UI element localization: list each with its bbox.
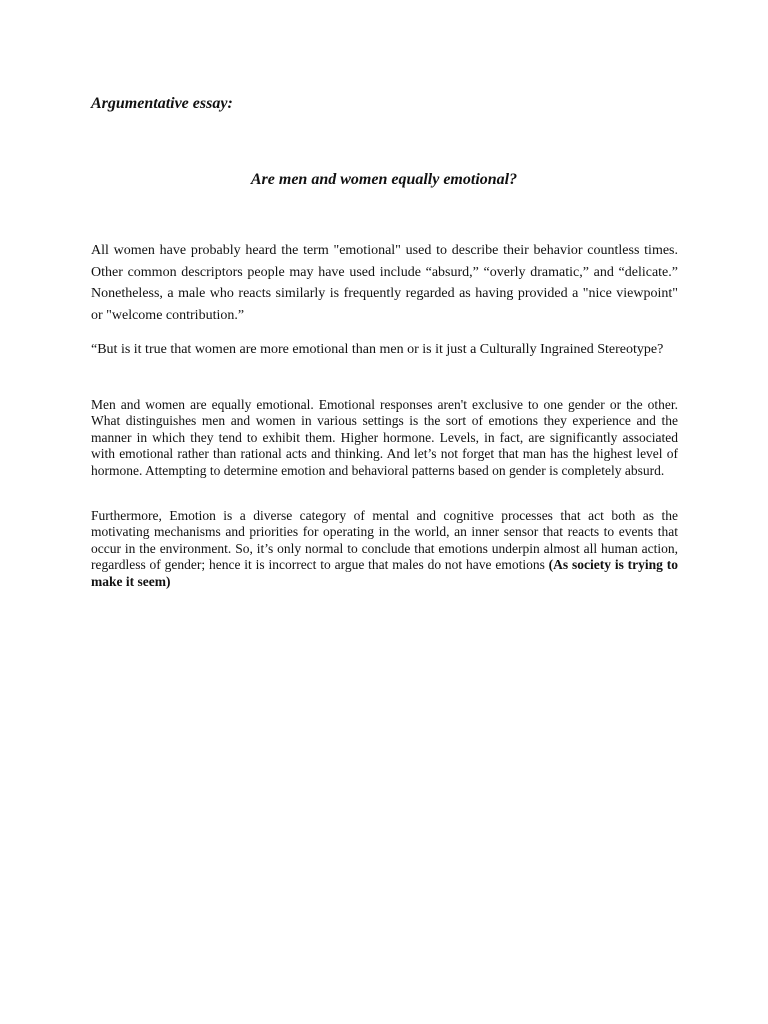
paragraph-2: “But is it true that women are more emotional than men or is it just a Culturally Ingrained Stereotype?: [91, 342, 664, 357]
paragraph-4: [91, 508, 678, 590]
essay-title: Are men and women equally emotional?: [250, 171, 518, 188]
paragraph-4-text: Furthermore, Emotion is a diverse category of mental and cognitive processes that act both as the motivating mechanisms and priorities for operating in the world, an inner sensor that reacts to events that occur in the environment. So, it’s only normal to conclude that emotions underpin almost all human action, regardless of gender; hence it is incorrect to argue that males do not have emotions: [91, 508, 678, 573]
essay-type-label: Argumentative essay:: [91, 95, 233, 112]
paragraph-1: All women have probably heard the term "emotional" used to describe their behavior countless times. Other common descriptors people may have used include “absurd,” “overly dramatic,” and “delicate.” Nonetheless, a male who reacts similarly is frequently regarded as having provided a "nice viewpoint" or "welcome contribution.”: [91, 243, 678, 323]
paragraph-4-bold-closing: (As society is trying to make it seem): [91, 557, 678, 589]
paragraph-3: Men and women are equally emotional. Emotional responses aren't exclusive to one gender or the other. What distinguishes men and women in various settings is the sort of emotions they experience and the manner in which they tend to exhibit them. Higher hormone. Levels, in fact, are significantly associated with emotional rather than rational acts and thinking. And let’s not forget that man has the highest level of hormone. Attempting to determine emotion and behavioral patterns based on gender is completely absurd.: [91, 397, 678, 478]
